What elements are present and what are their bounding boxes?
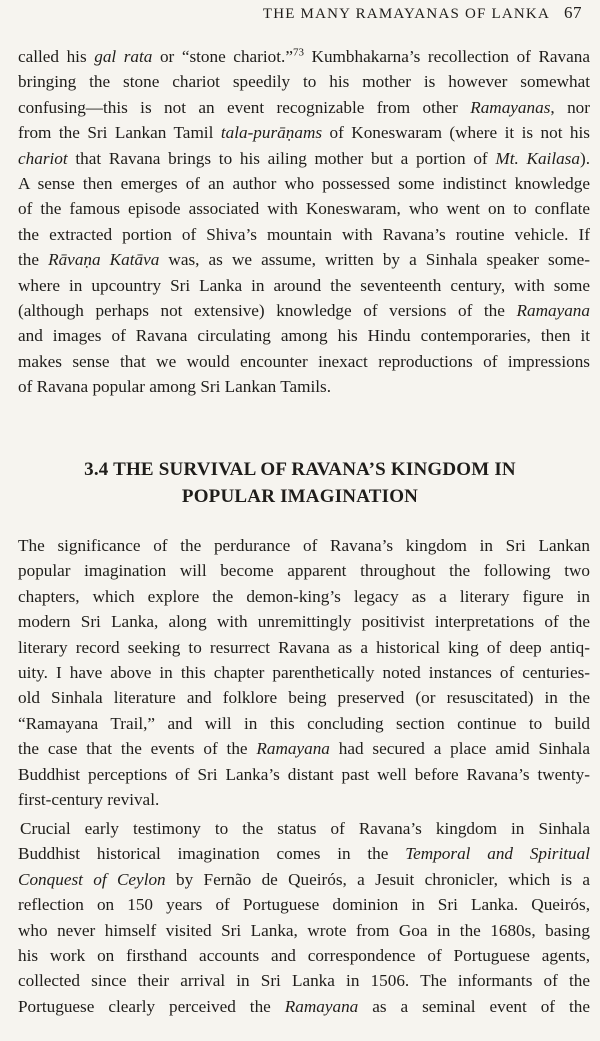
text-line: collected since their arrival in Sri Lanka in 1506. The informants of the [18,971,590,991]
text-line: Conquest of Ceylon by Fernão de Queirós, a Jesuit chronicler, which is a [18,869,590,889]
text-line: chapters, which explore the demon-king’s legacy as a literary figure in [18,586,590,606]
text-line: Buddhist perceptions of Sri Lanka’s distant past well before Ravana’s twenty- [18,764,590,784]
running-head [263,3,582,23]
text-line: of the famous episode associated with Koneswaram, who went on to conflate [18,199,590,219]
page-number: 67 [564,3,582,22]
section-heading-line-2: POPULAR IMAGINATION [181,486,419,507]
text-line: Buddhist historical imagination comes in the Temporal and Spiritual [18,844,590,864]
text-line: popular imagination will become apparent throughout the following two [18,561,590,581]
text-line: his work on firsthand accounts and correspondence of Portuguese agents, [18,945,590,965]
text-line: of Ravana popular among Sri Lankan Tamils. [18,377,332,397]
section-heading-line-1: 3.4 THE SURVIVAL OF RAVANA’S KINGDOM IN [84,459,516,480]
text-line: reflection on 150 years of Portuguese dominion in Sri Lanka. Queirós, [18,895,590,915]
text-line: A sense then emerges of an author who possessed some indistinct knowledge [18,173,590,193]
text-line: Portuguese clearly perceived the Ramayana as a seminal event of the [18,996,590,1016]
paragraph-1 [18,44,590,399]
text-line: the case that the events of the Ramayana had secured a place amid Sinhala [18,739,590,759]
paragraph-3 [18,816,590,1019]
text-line: first-century revival. [18,789,160,809]
text-line: makes sense that we would encounter inexact reproductions of impressions [18,351,590,371]
text-line: uity. I have above in this chapter parenthetically noted instances of centuries- [18,662,590,682]
text-line: literary record seeking to resurrect Ravana as a historical king of deep antiq- [18,637,590,657]
text-line: who never himself visited Sri Lanka, wrote from Goa in the 1680s, basing [18,920,590,940]
text-line: (although perhaps not extensive) knowledge of versions of the Ramayana [18,300,590,320]
text-line: chariot that Ravana brings to his ailing mother but a portion of Mt. Kailasa). [18,148,590,168]
running-title: THE MANY RAMAYANAS OF LANKA [262,6,550,22]
text-line: The significance of the perdurance of Ravana’s kingdom in Sri Lankan [18,536,590,555]
text-line: confusing—this is not an event recognizable from other Ramayanas, nor [18,97,590,117]
text-line: Crucial early testimony to the status of Ravana’s kingdom in Sinhala [20,819,590,838]
text-line: the Rāvaṇa Katāva was, as we assume, written by a Sinhala speaker some- [18,250,591,270]
text-line: called his gal rata or “stone chariot.”$^{73}$ Kumbhakarna’s recollection of Ravana [18,46,591,66]
text-line: “Ramayana Trail,” and will in this concluding section continue to build [18,713,590,733]
text-line: modern Sri Lanka, along with unremittingly positivist interpretations of the [18,612,590,632]
text-line: and images of Ravana circulating among his Hindu contemporaries, then it [18,326,590,346]
text-line: bringing the stone chariot speedily to his mother is however somewhat [18,72,590,92]
text-line: old Sinhala literature and folklore being preserved (or resuscitated) in the [18,688,590,708]
text-line: from the Sri Lankan Tamil tala-purāṇams of Koneswaram (where it is not his [18,123,590,143]
text-line: the extracted portion of Shiva’s mountain with Ravana’s routine vehicle. If [18,224,590,244]
paragraph-2 [18,533,590,812]
section-heading [0,456,600,510]
text-line: where in upcountry Sri Lanka in around the seventeenth century, with some [18,275,590,295]
